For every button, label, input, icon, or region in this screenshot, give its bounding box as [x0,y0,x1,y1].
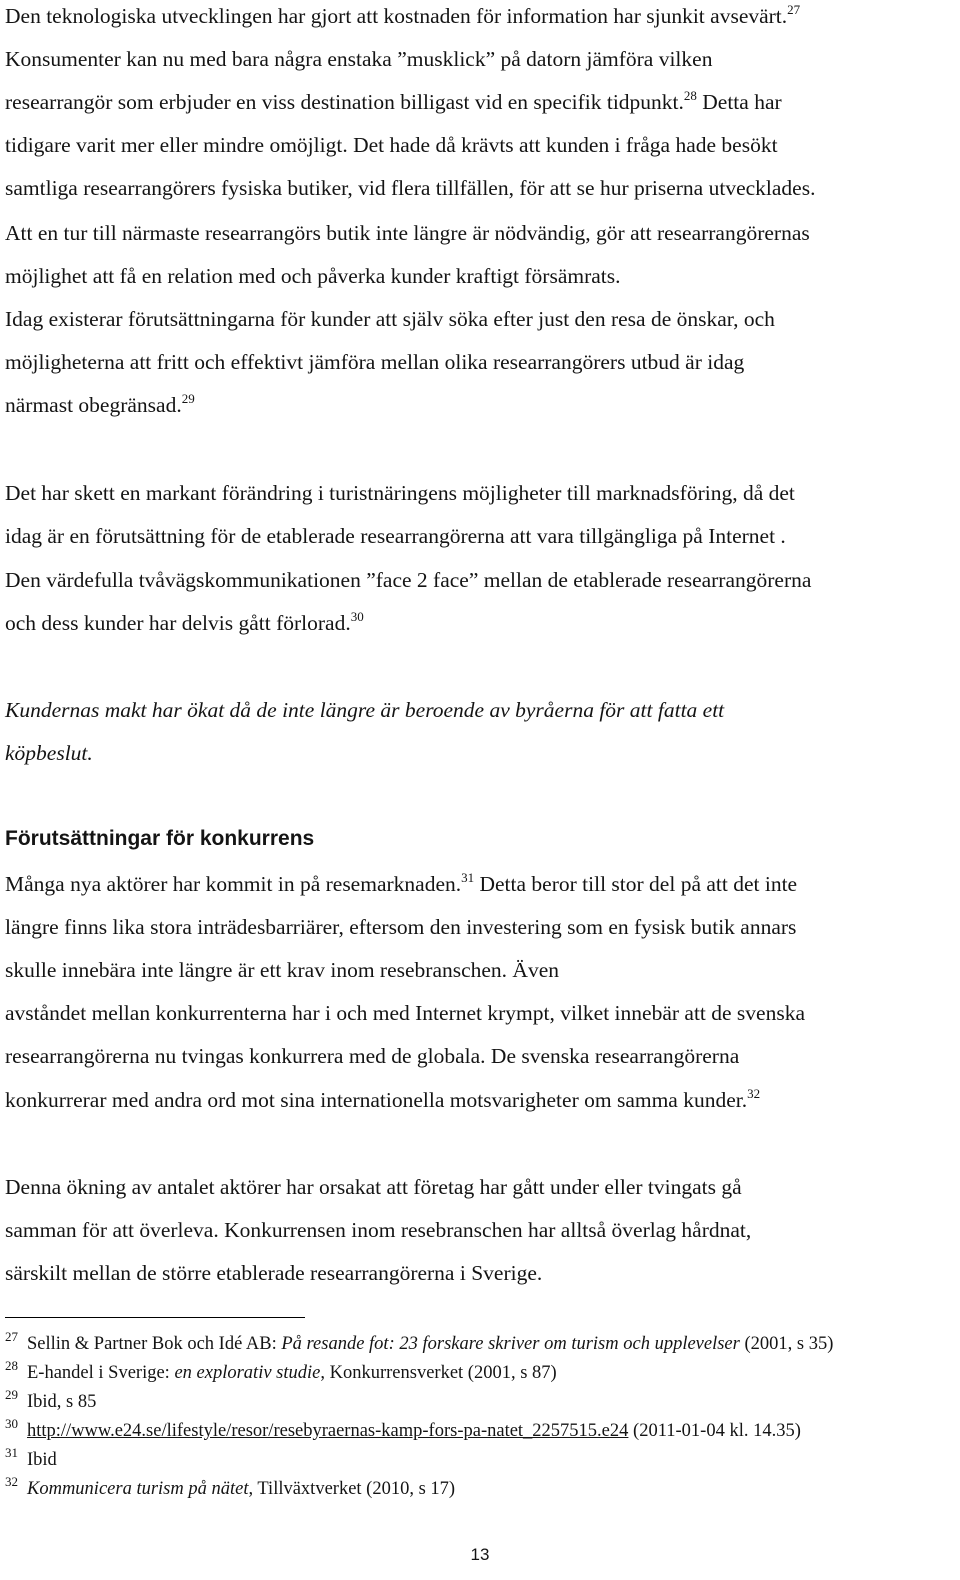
footnote-30: 30 http://www.e24.se/lifestyle/resor/resebyraernas-kamp-fors-pa-natet_2257515.e24 (2011-01-04 kl. 14.35) [5,1416,801,1441]
paragraph-5-line-3: särskilt mellan de större etablerade researrangörerna i Sverige. [5,1261,543,1285]
paragraph-2-line-4 [5,609,364,637]
paragraph-4-line-6 [5,1086,760,1114]
paragraph-1-line-4: tidigare varit mer eller mindre omöjligt. Det hade då krävts att kunden i fråga hade besökt [5,133,778,157]
paragraph-1-line-5: samtliga researrangörers fysiska butiker, vid flera tillfällen, för att se hur priserna utvecklades. [5,176,816,200]
text: (2011-01-04 kl. 14.35) [628,1421,801,1441]
footnote-ref-27: 27 [787,2,801,17]
footnote-ref-29: 29 [181,391,195,406]
text: , Konkurrensverket (2001, s 87) [320,1363,557,1383]
footnote-ref-31: 31 [461,870,475,885]
paragraph-1-line-10 [5,391,195,419]
text: Många nya aktörer har kommit in på resemarknaden. [5,872,462,896]
paragraph-2-line-1: Det har skett en markant förändring i turistnäringens möjligheter till marknadsföring, då det [5,481,795,505]
footnote-27: 27 Sellin & Partner Bok och Idé AB: På resande fot: 23 forskare skriver om turism och upplevelser (2001, s 35) [5,1329,834,1354]
text: Ibid [27,1450,57,1470]
paragraph-1-line-3 [5,88,782,116]
paragraph-4-line-2: längre finns lika stora inträdesbarriärer, eftersom den investering som en fysisk butik annars [5,915,797,939]
text: Sellin & Partner Bok och Idé AB: [27,1334,282,1354]
paragraph-1-line-6: Att en tur till närmaste researrangörs butik inte längre är nödvändig, gör att researrangörernas [5,221,810,245]
footnote-ref-32: 32 [747,1086,761,1101]
text: närmast obegränsad. [5,393,182,417]
text: Detta beror till stor del på att det inte [474,872,798,896]
text: På resande fot: 23 forskare skriver om turism och upplevelser [281,1334,740,1354]
text: E-handel i Sverige: [27,1363,175,1383]
footnote-29: 29 Ibid, s 85 [5,1387,97,1412]
paragraph-4-line-1 [5,870,797,898]
paragraph-1-line-1 [5,2,800,30]
paragraph-1-line-8: Idag existerar förutsättningarna för kunder att själv söka efter just den resa de önskar, och [5,307,775,331]
paragraph-1-line-9: möjligheterna att fritt och effektivt jämföra mellan olika researrangörers utbud är idag [5,350,745,374]
section-heading: Förutsättningar för konkurrens [5,827,315,850]
footnote-ref-28: 28 [683,88,697,103]
footnote-32: 32 Kommunicera turism på nätet, Tillväxtverket (2010, s 17) [5,1474,456,1499]
text: Kommunicera turism på nätet [27,1479,249,1499]
paragraph-4-line-4: avståndet mellan konkurrenterna har i och med Internet krympt, vilket innebär att de svenska [5,1001,806,1025]
footnote-31: 31 Ibid [5,1445,57,1470]
paragraph-4-line-5: researrangörerna nu tvingas konkurrera med de globala. De svenska researrangörerna [5,1044,740,1068]
paragraph-1-line-2: Konsumenter kan nu med bara några enstaka ”musklick” på datorn jämföra vilken [5,47,713,71]
paragraph-4-line-3: skulle innebära inte längre är ett krav inom resebranschen. Även [5,958,560,982]
text: konkurrerar med andra ord mot sina internationella motsvarigheter om samma kunder. [5,1088,748,1112]
text: researrangör som erbjuder en viss destination billigast vid en specifik tidpunkt. [5,90,684,114]
text: och dess kunder har delvis gått förlorad. [5,611,351,635]
text: Detta har [696,90,782,114]
paragraph-2-line-3: Den värdefulla tvåvägskommunikationen ”face 2 face” mellan de etablerade researrangörerna [5,568,812,592]
page-number: 13 [470,1545,490,1564]
italic-statement-line-2: köpbeslut. [5,741,93,765]
paragraph-5-line-2: samman för att överleva. Konkurrensen inom resebranschen har alltså överlag hårdnat, [5,1218,752,1242]
text: Ibid, s 85 [27,1392,97,1412]
text: Den teknologiska utvecklingen har gjort att kostnaden för information har sjunkit avsevärt. [5,4,788,28]
footnote-separator [5,1317,305,1318]
italic-statement-line-1: Kundernas makt har ökat då de inte längre är beroende av byråerna för att fatta ett [5,698,725,722]
text: (2001, s 35) [739,1334,834,1354]
text: , Tillväxtverket (2010, s 17) [248,1479,456,1499]
paragraph-5-line-1: Denna ökning av antalet aktörer har orsakat att företag har gått under eller tvingats gå [5,1175,742,1199]
paragraph-2-line-2: idag är en förutsättning för de etablerade researrangörerna att vara tillgängliga på Internet . [5,524,786,548]
source-link[interactable]: http://www.e24.se/lifestyle/resor/resebyraernas-kamp-fors-pa-natet_2257515.e24 [27,1421,629,1441]
text: en explorativ studie [174,1363,321,1383]
footnote-ref-30: 30 [350,609,364,624]
paragraph-1-line-7: möjlighet att få en relation med och påverka kunder kraftigt försämrats. [5,264,621,288]
footnote-28: 28 E-handel i Sverige: en explorativ studie, Konkurrensverket (2001, s 87) [5,1358,557,1383]
